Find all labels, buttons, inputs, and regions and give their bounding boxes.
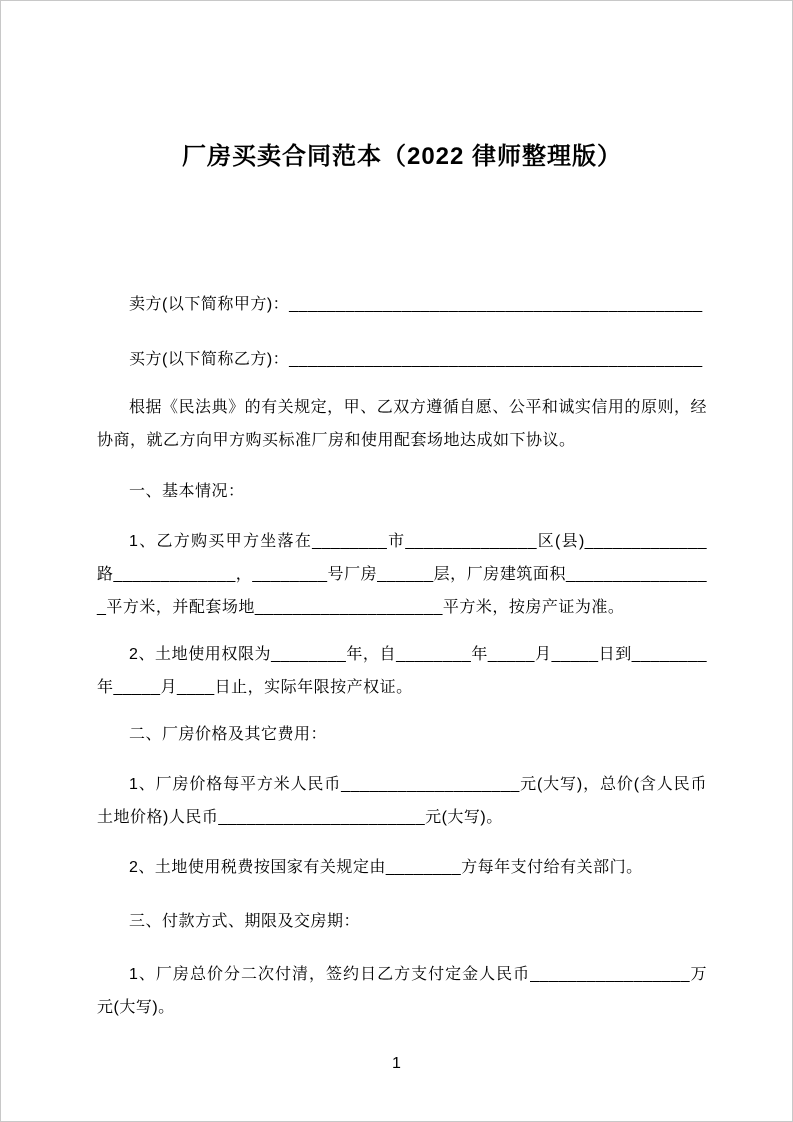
preamble-paragraph: 根据《民法典》的有关规定，甲、乙双方遵循自愿、公平和诚实信用的原则，经协商，就乙方向甲方购买标准厂房和使用配套场地达成如下协议。 bbox=[97, 399, 707, 449]
clause-2-2: 2、土地使用税费按国家有关规定由________方每年支付给有关部门。 bbox=[129, 859, 643, 876]
seller-line: 卖方(以下简称甲方)：____________________________________________ bbox=[129, 296, 703, 313]
buyer-line: 买方(以下简称乙方)：____________________________________________ bbox=[129, 351, 703, 368]
clause-3-1: 1、厂房总价分二次付清，签约日乙方支付定金人民币_________________万元(大写)。 bbox=[97, 966, 707, 1016]
contract-title: 厂房买卖合同范本（2022 律师整理版） bbox=[181, 143, 623, 170]
document-content bbox=[1, 140, 792, 1024]
clause-1-2: 2、土地使用权限为________年，自________年_____月_____日到________年_____月____日止，实际年限按产权证。 bbox=[97, 646, 707, 696]
clause-1-1: 1、乙方购买甲方坐落在________市______________区(县)_____________路_____________，________号厂房______层，厂房建筑面积________________平方米，并配套场地____________________平方米，按房产证为准。 bbox=[97, 533, 707, 616]
clause-2-1: 1、厂房价格每平方米人民币___________________元(大写)，总价(含人民币土地价格)人民币______________________元(大写)。 bbox=[97, 776, 707, 826]
page-number: 1 bbox=[392, 1055, 401, 1072]
section-3-heading: 三、付款方式、期限及交房期： bbox=[129, 913, 361, 930]
section-1-heading: 一、基本情况： bbox=[129, 483, 245, 500]
section-2-heading: 二、厂房价格及其它费用： bbox=[129, 726, 328, 743]
